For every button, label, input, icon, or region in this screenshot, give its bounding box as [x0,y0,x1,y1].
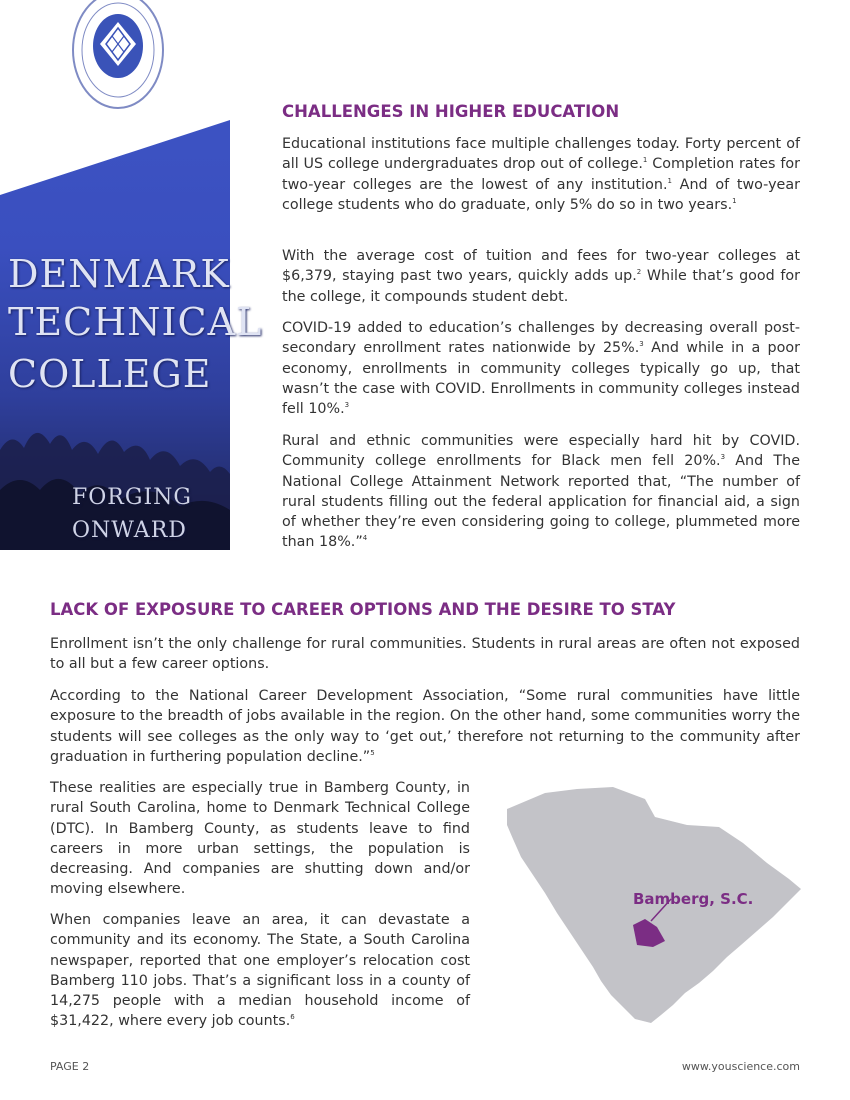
section1-heading: CHALLENGES IN HIGHER EDUCATION [282,102,620,121]
map-label: Bamberg, S.C. [633,890,754,908]
section2-paragraph-1: Enrollment isn’t the only challenge for rural communities. Students in rural areas are often not exposed to all but a few career options. [50,636,800,673]
sign-line-3: COLLEGE [8,352,212,396]
sign-line-2: TECHNICAL [8,300,263,344]
section2-paragraph-2: According to the National Career Development Association, “Some rural communities have little exposure to the breadth of jobs available in the region. On the other hand, some communities worry the students will see colleges as the only way to ‘get out,’ therefore not returning to the community after graduation in furthering population decline.”$^5$ [50,688,800,765]
section1-paragraph-1: Educational institutions face multiple challenges today. Forty percent of all US college undergraduates drop out of college.$^1$ Completion rates for two-year colleges are the lowest of any institution.$^1$ And of two-year college students who do graduate, only 5% do so in two years.$^1$ [282,136,800,213]
sign-sub-line-1: FORGING [72,485,192,510]
sign-sub-line-2: ONWARD [72,518,187,543]
section2-paragraph-3: These realities are especially true in Bamberg County, in rural South Carolina, home to Denmark Technical College (DTC). In Bamberg County, as students leave to find careers in more urban settings, the population is decreasing. And companies are shutting down and/or moving elsewhere. [50,780,470,898]
college-seal-icon [70,0,166,114]
section1-paragraph-3: COVID-19 added to education’s challenges by decreasing overall post-secondary enrollment rates nationwide by 25%.$^3$ And while in a poor economy, enrollments in community colleges typically go up, that wasn’t the case with COVID. Enrollments in community colleges instead fell 10%.$^3$ [282,320,800,418]
section2-heading: LACK OF EXPOSURE TO CAREER OPTIONS AND THE DESIRE TO STAY [50,600,676,619]
section1-paragraph-4: Rural and ethnic communities were especially hard hit by COVID. Community college enrollments for Black men fell 20%.$^3$ And The National College Attainment Network reported that, “The number of rural students filling out the federal application for financial aid, a sign of whether they’re even considering going to college, plummeted more than 18%.”$^4$ [282,433,800,551]
college-sign-photo [0,0,263,550]
section2-paragraph-4: When companies leave an area, it can devastate a community and its economy. The State, a South Carolina newspaper, reported that one employer’s relocation cost Bamberg 110 jobs. That’s a significant loss in a county of 14,275 people with a median household income of $31,422, where every job counts.$^6$ [50,912,470,1030]
sign-line-1: DENMARK [8,252,230,296]
footer-page-number: PAGE 2 [50,1060,90,1073]
section1-paragraph-2: With the average cost of tuition and fees for two-year colleges at $6,379, staying past two years, quickly adds up.$^2$ While that’s good for the college, it compounds student debt. [282,248,800,305]
footer-url[interactable]: www.youscience.com [681,1060,800,1073]
